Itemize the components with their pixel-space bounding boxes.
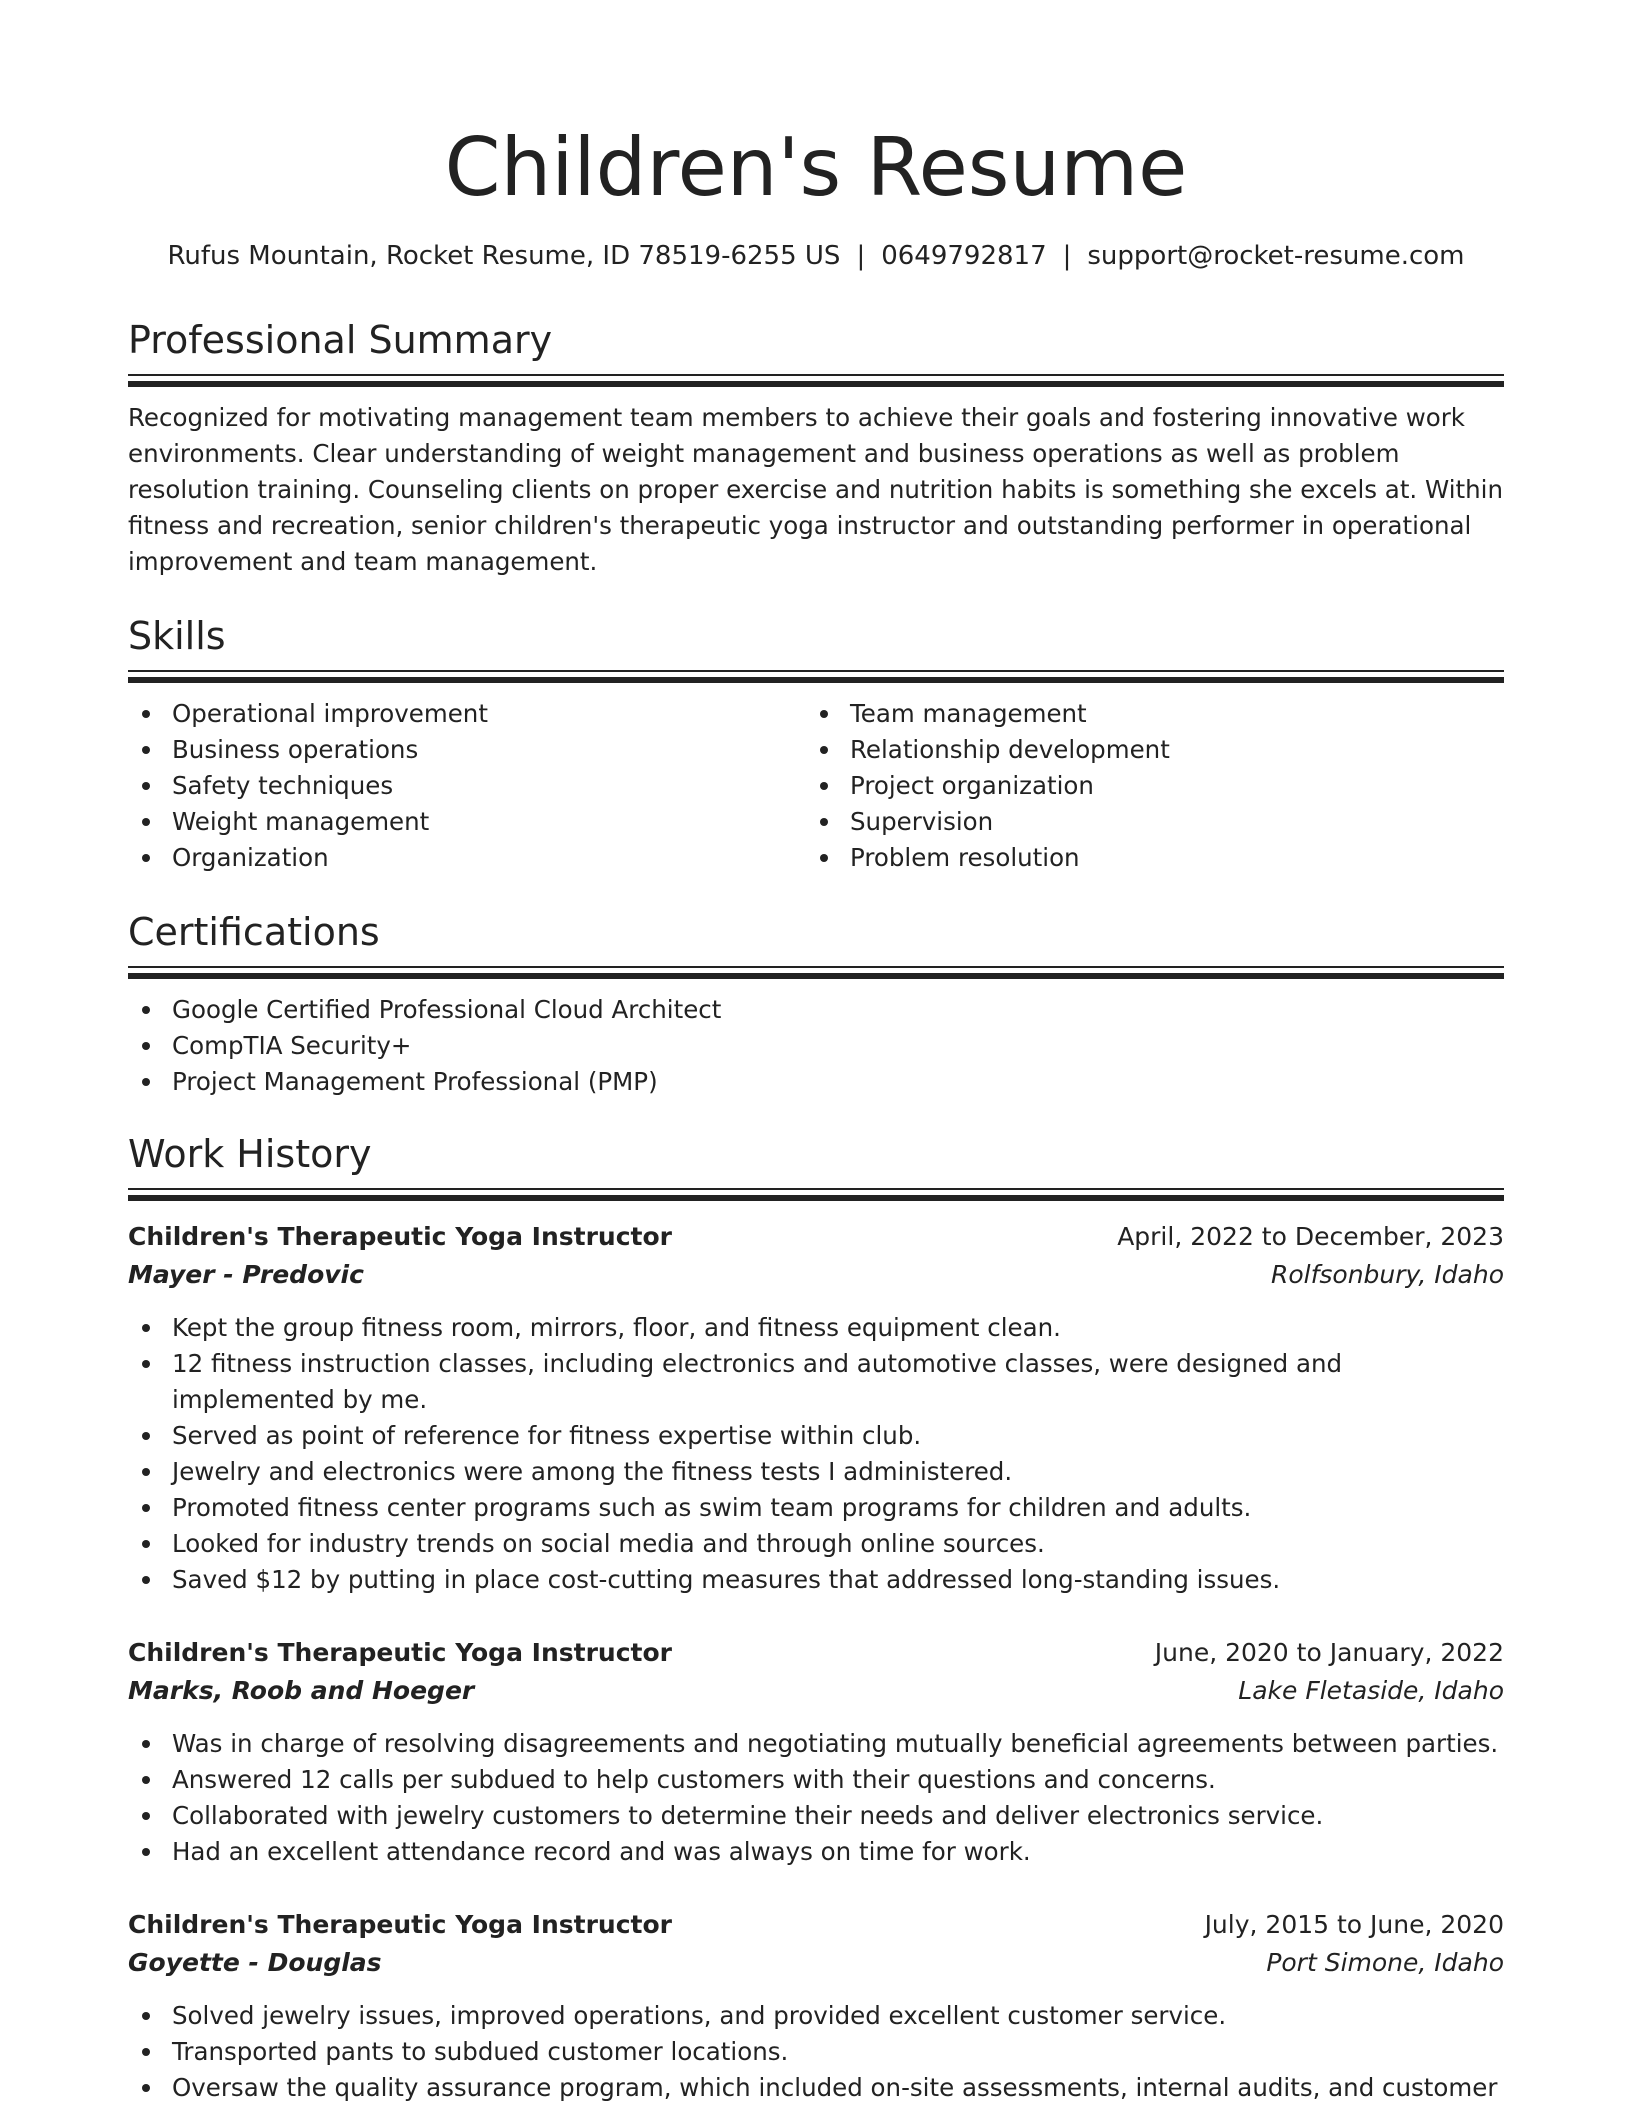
job-duty-item (128, 1526, 1504, 1562)
skill-item (806, 696, 1484, 732)
job-duty-item (128, 1998, 1504, 2034)
bullet-icon (142, 2084, 150, 2092)
job-title: Children's Therapeutic Yoga Instructor (128, 1638, 672, 1667)
job-duty-item (128, 2070, 1504, 2106)
skill-label: Project organization (850, 771, 1094, 800)
job-duty-text: 12 fitness instruction classes, including electronics and automotive classes, were designed and implemented by me. (172, 1349, 1343, 1414)
job-dates: April, 2022 to December, 2023 (1117, 1222, 1504, 1251)
job-duties-list (128, 1310, 1504, 1598)
job-duty-item (128, 1490, 1504, 1526)
job-entry (128, 1218, 1504, 1598)
job-duty-item (128, 2034, 1504, 2070)
certification-label: Project Management Professional (PMP) (172, 1067, 658, 1096)
contact-phone: 0649792817 (881, 241, 1047, 271)
bullet-icon (820, 746, 828, 754)
bullet-icon (820, 818, 828, 826)
skill-item (128, 804, 806, 840)
job-duty-item (128, 1726, 1504, 1762)
job-duty-item (128, 1798, 1504, 1834)
certification-item (128, 1028, 1504, 1064)
bullet-icon (142, 1042, 150, 1050)
job-duty-text: Saved $12 by putting in place cost-cutting measures that addressed long-standing issues. (172, 1565, 1281, 1594)
job-duty-item (128, 1562, 1504, 1598)
skills-grid (128, 696, 1504, 876)
bullet-icon (142, 1432, 150, 1440)
bullet-icon (142, 2048, 150, 2056)
skills-column-left (128, 696, 806, 876)
skill-label: Operational improvement (172, 699, 488, 728)
job-duty-item (128, 1310, 1504, 1346)
job-title: Children's Therapeutic Yoga Instructor (128, 1222, 672, 1251)
job-duty-text: Jewelry and electronics were among the fitness tests I administered. (172, 1457, 1013, 1486)
skill-label: Supervision (850, 807, 994, 836)
certifications-list (128, 992, 1504, 1100)
job-duties-list (128, 1726, 1504, 1870)
bullet-icon (142, 1540, 150, 1548)
skill-label: Relationship development (850, 735, 1170, 764)
job-duty-text: Served as point of reference for fitness expertise within club. (172, 1421, 922, 1450)
bullet-icon (142, 710, 150, 718)
resume-title: Children's Resume (444, 121, 1188, 214)
section-certifications (128, 908, 1504, 1100)
summary-paragraph: Recognized for motivating management team members to achieve their goals and fostering innovative work environments. Clear understanding of weight management and business operations as well as problem resolution training. Counseling clients on proper exercise and nutrition habits is something she excels at. Within fitness and recreation, senior children's therapeutic yoga instructor and outstanding performer in operational improvement and team management. (128, 403, 1503, 576)
job-duties-list (128, 1998, 1504, 2106)
bullet-icon (142, 854, 150, 862)
job-location: Lake Fletaside, Idaho (1238, 1676, 1504, 1705)
contact-info (128, 238, 1504, 274)
bullet-icon (142, 1006, 150, 1014)
contact-separator: | (856, 241, 866, 271)
bullet-icon (142, 782, 150, 790)
section-professional-summary (128, 316, 1504, 580)
job-duty-text: Had an excellent attendance record and was always on time for work. (172, 1837, 1031, 1866)
job-subheader-row (128, 1256, 1504, 1294)
certification-item (128, 992, 1504, 1028)
job-title: Children's Therapeutic Yoga Instructor (128, 1910, 672, 1939)
section-heading: Certifications (128, 910, 380, 954)
job-header-row (128, 1218, 1504, 1256)
section-divider (128, 374, 1504, 388)
bullet-icon (142, 1078, 150, 1086)
skill-item (128, 768, 806, 804)
job-duty-text: Was in charge of resolving disagreements and negotiating mutually beneficial agreements between parties. (172, 1729, 1499, 1758)
contact-address: Rufus Mountain, Rocket Resume, ID 78519-6255 US (167, 241, 841, 271)
job-duty-item (128, 1346, 1504, 1418)
skill-item (806, 840, 1484, 876)
job-duty-text: Transported pants to subdued customer locations. (172, 2037, 789, 2066)
skill-item (806, 732, 1484, 768)
skill-label: Organization (172, 843, 329, 872)
job-duty-text: Looked for industry trends on social media and through online sources. (172, 1529, 1045, 1558)
bullet-icon (142, 1776, 150, 1784)
job-duty-text: Kept the group fitness room, mirrors, floor, and fitness equipment clean. (172, 1313, 1061, 1342)
section-heading: Work History (128, 1132, 372, 1176)
job-duty-item (128, 1762, 1504, 1798)
job-duty-text: Oversaw the quality assurance program, which included on-site assessments, internal audits, and customer (172, 2073, 1498, 2102)
job-entry (128, 1906, 1504, 2106)
job-company: Marks, Roob and Hoeger (128, 1676, 475, 1705)
skill-item (806, 768, 1484, 804)
skill-item (128, 696, 806, 732)
job-duty-text: Solved jewelry issues, improved operations, and provided excellent customer service. (172, 2001, 1227, 2030)
certification-label: Google Certified Professional Cloud Architect (172, 995, 722, 1024)
section-work-history (128, 1130, 1504, 2106)
bullet-icon (820, 710, 828, 718)
certification-label: CompTIA Security+ (172, 1031, 412, 1060)
bullet-icon (142, 1812, 150, 1820)
bullet-icon (142, 1740, 150, 1748)
certification-item (128, 1064, 1504, 1100)
job-duty-text: Promoted fitness center programs such as swim team programs for children and adults. (172, 1493, 1252, 1522)
bullet-icon (142, 1848, 150, 1856)
contact-separator: | (1062, 241, 1072, 271)
bullet-icon (142, 746, 150, 754)
section-divider (128, 670, 1504, 684)
skill-item (128, 840, 806, 876)
skill-item (806, 804, 1484, 840)
skills-column-right (806, 696, 1484, 876)
job-duty-item (128, 1418, 1504, 1454)
job-location: Rolfsonbury, Idaho (1270, 1260, 1504, 1289)
contact-email: support@rocket-resume.com (1087, 241, 1465, 271)
bullet-icon (142, 1324, 150, 1332)
job-duty-text: Answered 12 calls per subdued to help customers with their questions and concerns. (172, 1765, 1216, 1794)
job-dates: June, 2020 to January, 2022 (1154, 1638, 1504, 1667)
job-subheader-row (128, 1944, 1504, 1982)
section-heading: Professional Summary (128, 318, 553, 362)
job-header-row (128, 1634, 1504, 1672)
job-header-row (128, 1906, 1504, 1944)
section-divider (128, 966, 1504, 980)
job-duty-text: Collaborated with jewelry customers to determine their needs and deliver electronics service. (172, 1801, 1324, 1830)
bullet-icon (142, 2012, 150, 2020)
bullet-icon (820, 782, 828, 790)
skill-label: Weight management (172, 807, 430, 836)
job-entry (128, 1634, 1504, 1870)
section-heading: Skills (128, 614, 226, 658)
bullet-icon (820, 854, 828, 862)
bullet-icon (142, 1504, 150, 1512)
job-duty-item (128, 1454, 1504, 1490)
skill-label: Business operations (172, 735, 419, 764)
bullet-icon (142, 818, 150, 826)
bullet-icon (142, 1576, 150, 1584)
section-divider (128, 1188, 1504, 1202)
skill-label: Problem resolution (850, 843, 1080, 872)
bullet-icon (142, 1360, 150, 1368)
skill-item (128, 732, 806, 768)
job-subheader-row (128, 1672, 1504, 1710)
job-company: Mayer - Predovic (128, 1260, 364, 1289)
skill-label: Safety techniques (172, 771, 394, 800)
job-company: Goyette - Douglas (128, 1948, 382, 1977)
skill-label: Team management (850, 699, 1087, 728)
job-dates: July, 2015 to June, 2020 (1204, 1910, 1504, 1939)
bullet-icon (142, 1468, 150, 1476)
job-duty-item (128, 1834, 1504, 1870)
section-skills (128, 612, 1504, 876)
job-location: Port Simone, Idaho (1266, 1948, 1504, 1977)
